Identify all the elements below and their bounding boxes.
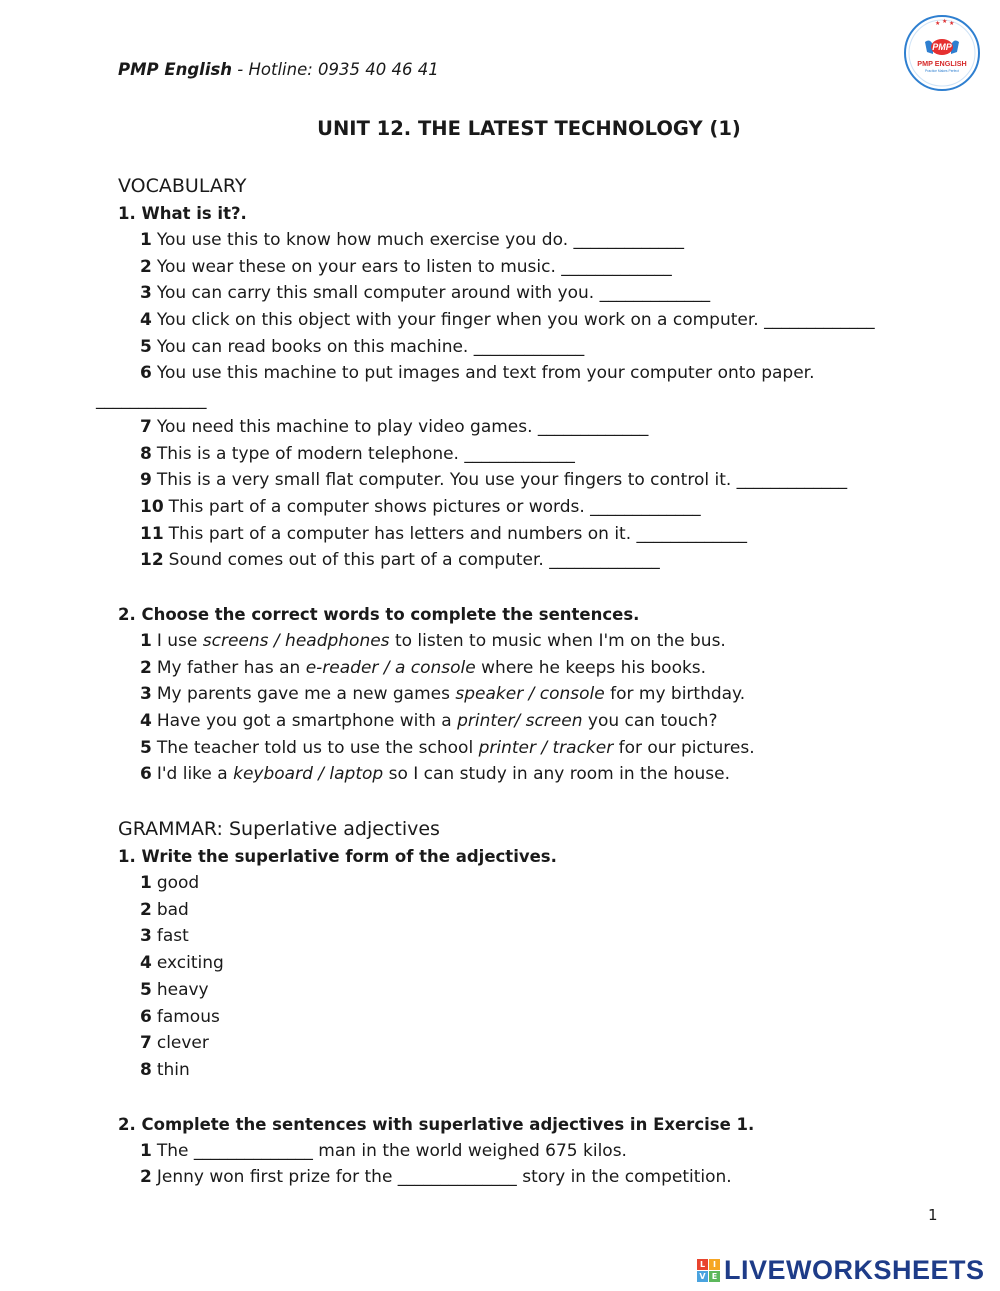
- grammar-ex2-title: 2. Complete the sentences with superlative adjectives in Exercise 1.: [118, 1114, 755, 1134]
- list-item: 3 My parents gave me a new games speaker / console for my birthday.: [140, 684, 746, 705]
- vocab-ex2-title: 2. Choose the correct words to complete the sentences.: [118, 604, 640, 624]
- list-item: 8 thin: [140, 1059, 190, 1080]
- list-item: 8 This is a type of modern telephone. _____________: [140, 443, 575, 464]
- grammar-heading: GRAMMAR: Superlative adjectives: [118, 818, 440, 841]
- list-item: 1 good: [140, 873, 200, 894]
- list-item: 2 bad: [140, 899, 189, 920]
- list-item: 3 fast: [140, 926, 189, 947]
- svg-text:★: ★: [935, 20, 941, 27]
- svg-text:★: ★: [942, 18, 948, 25]
- list-item: 10 This part of a computer shows pictures or words. _____________: [140, 496, 701, 517]
- list-item: 6 famous: [140, 1006, 220, 1027]
- list-item: 2 You wear these on your ears to listen to music. _____________: [140, 256, 672, 277]
- list-item: 4 exciting: [140, 953, 224, 974]
- list-item: 2 Jenny won first prize for the ______________ story in the competition.: [140, 1167, 732, 1188]
- list-item: 2 My father has an e-reader / a console where he keeps his books.: [140, 657, 707, 678]
- svg-text:Practice Makes Perfect: Practice Makes Perfect: [925, 69, 959, 73]
- list-item: 7 clever: [140, 1033, 209, 1054]
- page-number: 1: [928, 1206, 938, 1224]
- header-line: [118, 60, 439, 79]
- liveworksheets-brand: LIVEWORKSHEETS: [724, 1254, 985, 1285]
- worksheet-content: [96, 172, 978, 1191]
- list-item: 5 You can read books on this machine. _____________: [140, 336, 585, 357]
- list-item: 6 I'd like a keyboard / laptop so I can study in any room in the house.: [140, 764, 730, 785]
- svg-text:PMP ENGLISH: PMP ENGLISH: [917, 59, 967, 68]
- list-item: 1 The ______________ man in the world weighed 675 kilos.: [140, 1140, 627, 1161]
- list-item: 4 You click on this object with your finger when you work on a computer. _____________: [140, 310, 875, 331]
- svg-text:★: ★: [949, 20, 955, 27]
- grammar-ex1-title: 1. Write the superlative form of the adjectives.: [118, 847, 557, 867]
- list-item: 5 heavy: [140, 979, 209, 1000]
- list-item-continuation: _____________: [96, 390, 207, 411]
- vocab-ex1-title: 1. What is it?.: [118, 204, 247, 223]
- vocabulary-heading: VOCABULARY: [118, 175, 247, 197]
- list-item: 3 You can carry this small computer around with you. _____________: [140, 283, 711, 304]
- list-item: 12 Sound comes out of this part of a computer. _____________: [140, 550, 660, 571]
- liveworksheets-footer[interactable]: [697, 1252, 985, 1288]
- list-item: 1 You use this to know how much exercise you do. _____________: [140, 230, 685, 250]
- list-item: 6 You use this machine to put images and text from your computer onto paper.: [140, 363, 815, 384]
- brand-name: PMP English: [118, 60, 233, 79]
- unit-title: UNIT 12. THE LATEST TECHNOLOGY (1): [317, 117, 741, 140]
- svg-text:PMP: PMP: [932, 42, 952, 52]
- list-item: 4 Have you got a smartphone with a printer/ screen you can touch?: [140, 711, 718, 731]
- liveworksheets-logo-icon: L I V E: [697, 1259, 720, 1282]
- hotline: - Hotline: 0935 40 46 41: [232, 60, 439, 79]
- list-item: 7 You need this machine to play video games. _____________: [140, 416, 649, 437]
- list-item: 5 The teacher told us to use the school printer / tracker for our pictures.: [140, 737, 755, 758]
- list-item: 1 I use screens / headphones to listen to music when I'm on the bus.: [140, 630, 726, 651]
- list-item: 11 This part of a computer has letters and numbers on it. _____________: [140, 523, 748, 544]
- list-item: 9 This is a very small flat computer. You use your fingers to control it. _____________: [140, 470, 848, 491]
- pmp-english-logo: [903, 14, 981, 92]
